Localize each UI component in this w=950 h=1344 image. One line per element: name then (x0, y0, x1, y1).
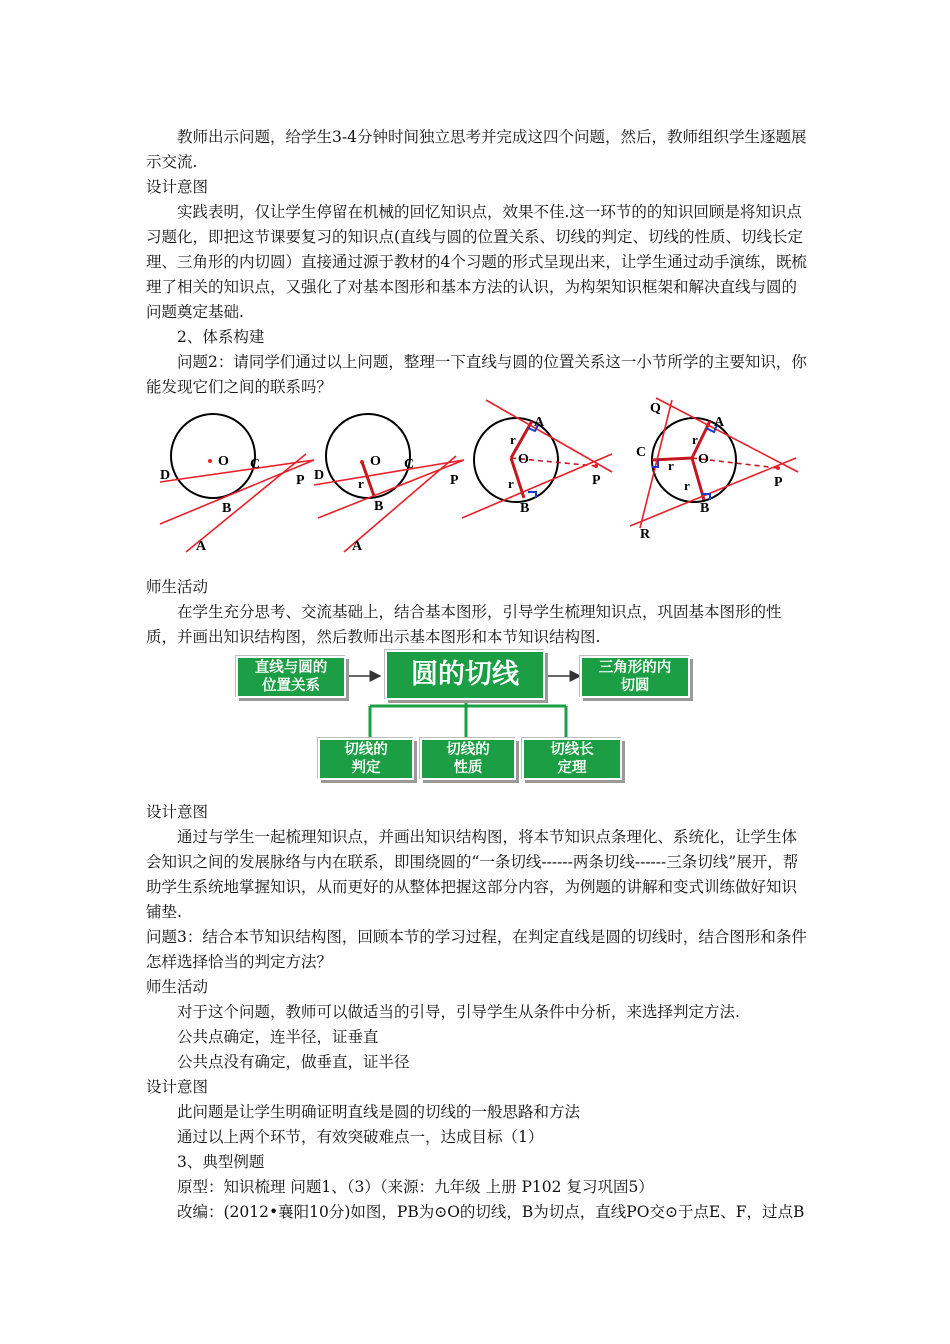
label-D: D (314, 468, 325, 483)
node-tangent-length-theorem: 切线长 定理 (522, 738, 622, 780)
label-D: D (160, 468, 171, 483)
label-O: O (218, 454, 229, 469)
node-tangent-property: 切线的 性质 (420, 738, 516, 780)
label-B: B (700, 501, 710, 516)
node-circle-tangent: 圆的切线 (385, 650, 545, 700)
question-3: 问题3：结合本节知识结构图，回顾本节的学习过程，在判定直线是圆的切线时，结合图形和条件怎样选择恰当的判定方法？ (146, 928, 807, 971)
heading-design-intent-3: 设计意图 (146, 1078, 209, 1096)
paragraph-design-intent: 实践表明，仅让学生停留在机械的回忆知识点，效果不佳.这一环节的的知识回顾是将知识点习题化，即把这节课要复习的知识点(直线与圆的位置关系、切线的判定、切线的性质、切线长定理、三角形的内切圆）直接通过源于教材的4个习题的形式呈现出来，让学生通过动手演练，既梳理了相关的知识点，又强化了对基本图形和基本方法的认识，为构架知识框架和解决直线与圆的问题奠定基础. (146, 203, 807, 321)
label-P: P (592, 473, 601, 488)
method-2: 公共点没有确定，做垂直，证半径 (177, 1053, 410, 1071)
paragraph-activity: 在学生充分思考、交流基础上，结合基本图形，引导学生梳理知识点，巩固基本图形的性质，并画出知识结构图，然后教师出示基本图形和本节知识结构图. (146, 603, 782, 646)
label-C: C (250, 457, 261, 472)
node-tangent-criterion: 切线的 判定 (318, 738, 414, 780)
figure-3 (462, 400, 612, 518)
paragraph-guidance: 对于这个问题，教师可以做适当的引导，引导学生从条件中分析，来选择判定方法. (177, 1003, 740, 1021)
paragraph-goal: 通过以上两个环节，有效突破难点一，达成目标（1） (177, 1128, 544, 1146)
heading-activity: 师生活动 (146, 578, 209, 596)
paragraph-purpose: 此问题是让学生明确证明直线是圆的切线的一般思路和方法 (177, 1103, 581, 1121)
node-line-circle-relation: 直线与圆的 位置关系 (236, 656, 346, 698)
label-r: r (692, 432, 698, 447)
label-A: A (352, 539, 363, 554)
paragraph-intro: 教师出示问题，给学生3-4分钟时间独立思考并完成这四个问题，然后，教师组织学生逐题展示交流. (146, 128, 807, 171)
label-P: P (450, 473, 459, 488)
label-Q: Q (650, 401, 661, 416)
label-C: C (636, 445, 647, 460)
section-heading-system: 2、体系构建 (177, 328, 265, 346)
label-r: r (510, 432, 516, 447)
label-A: A (196, 539, 207, 554)
section-heading-examples: 3、典型例题 (177, 1153, 265, 1171)
label-A: A (714, 415, 725, 430)
label-r: r (668, 458, 674, 473)
method-1: 公共点确定，连半径，证垂直 (177, 1028, 379, 1046)
label-r: r (508, 476, 514, 491)
label-B: B (520, 501, 530, 516)
label-O: O (698, 452, 709, 467)
figure-2 (314, 414, 464, 554)
heading-activity-2: 师生活动 (146, 978, 209, 996)
label-A: A (534, 415, 545, 430)
paragraph-design-intent-2: 通过与学生一起梳理知识点，并画出知识结构图，将本节知识点条理化、系统化，让学生体会知识之间的发展脉络与内在联系，即围绕圆的“一条切线------两条切线------三条切线”展开，帮助学生系统地掌握知识，从而更好的从整体把握这部分内容，为例题的讲解和变式训练做好知识铺垫. (146, 828, 799, 921)
question-2: 问题2：请同学们通过以上问题，整理一下直线与圆的位置关系这一小节所学的主要知识，你能发现它们之间的联系吗？ (146, 353, 807, 396)
label-r: r (684, 478, 690, 493)
label-C: C (404, 457, 415, 472)
heading-design-intent: 设计意图 (146, 178, 209, 196)
paragraph-prototype: 原型：知识梳理 问题1、（3）（来源：九年级 上册 P102 复习巩固5） (177, 1178, 654, 1196)
label-B: B (222, 501, 232, 516)
node-triangle-incircle: 三角形的内 切圆 (580, 656, 690, 698)
geometry-figures (146, 394, 811, 554)
label-P: P (774, 475, 783, 490)
label-R: R (640, 527, 651, 542)
heading-design-intent-2: 设计意图 (146, 803, 209, 821)
label-P: P (296, 473, 305, 488)
concept-map (230, 648, 700, 788)
figure-4 (630, 398, 798, 542)
figure-1 (160, 414, 314, 554)
label-B: B (374, 499, 384, 514)
paragraph-adapted: 改编：(2012•襄阳10分)如图，PB为⊙O的切线，B为切点，直线PO交⊙于点E、F，过点B (177, 1203, 805, 1221)
label-r: r (358, 476, 364, 491)
label-O: O (370, 454, 381, 469)
label-O: O (518, 452, 529, 467)
